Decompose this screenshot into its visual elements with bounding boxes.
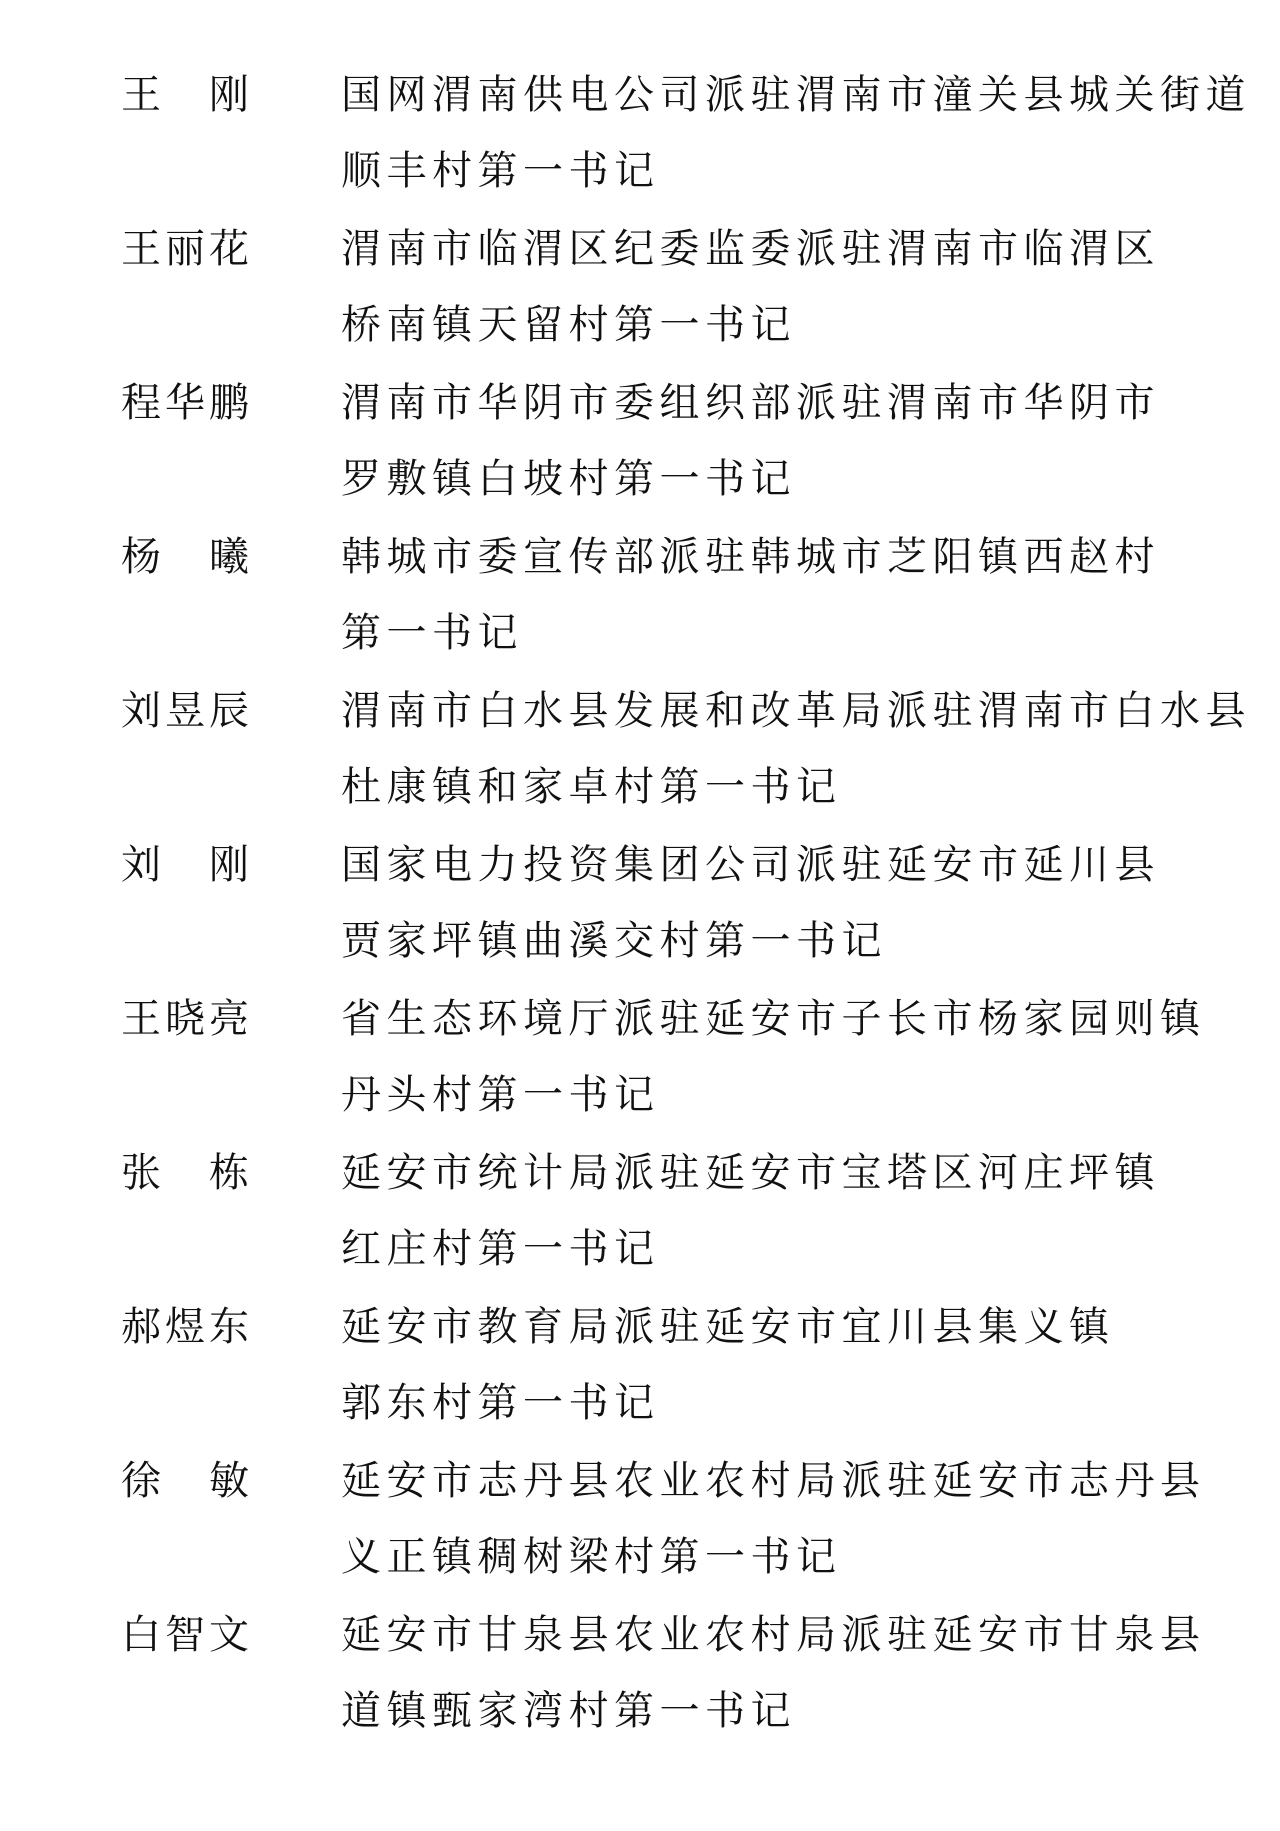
list-item — [0, 211, 1280, 367]
position-line-1: 国网渭南供电公司派驻渭南市潼关县城关街道 — [341, 72, 1251, 118]
position-line-1: 渭南市白水县发展和改革局派驻渭南市白水县 — [341, 688, 1251, 734]
position-line-2: 罗敷镇白坡村第一书记 — [341, 456, 796, 502]
position-line-1: 渭南市临渭区纪委监委派驻渭南市临渭区 — [341, 226, 1160, 272]
position-line-2: 顺丰村第一书记 — [341, 148, 660, 194]
position-line-1: 渭南市华阴市委组织部派驻渭南市华阴市 — [341, 380, 1160, 426]
position-line-2: 红庄村第一书记 — [341, 1226, 660, 1272]
list-item — [0, 519, 1280, 675]
list-item — [0, 1289, 1280, 1445]
position-line-2: 贾家坪镇曲溪交村第一书记 — [341, 918, 887, 964]
position-line-2: 道镇甄家湾村第一书记 — [341, 1688, 796, 1734]
list-item — [0, 1597, 1280, 1753]
person-name: 白智文 — [121, 1612, 251, 1658]
position-line-2: 郭东村第一书记 — [341, 1380, 660, 1426]
person-name: 刘昱辰 — [121, 688, 251, 734]
list-item — [0, 365, 1280, 521]
person-name: 郝煜东 — [121, 1304, 251, 1350]
position-line-2: 义正镇稠树梁村第一书记 — [341, 1534, 842, 1580]
person-name: 王晓亮 — [121, 996, 251, 1042]
person-name: 王丽花 — [121, 226, 251, 272]
person-name: 刘 刚 — [121, 842, 251, 888]
list-item — [0, 1443, 1280, 1599]
position-line-2: 桥南镇天留村第一书记 — [341, 302, 796, 348]
list-item — [0, 981, 1280, 1137]
position-line-1: 延安市统计局派驻延安市宝塔区河庄坪镇 — [341, 1150, 1160, 1196]
position-line-1: 延安市教育局派驻延安市宜川县集义镇 — [341, 1304, 1115, 1350]
person-name: 程华鹏 — [121, 380, 251, 426]
position-line-1: 国家电力投资集团公司派驻延安市延川县 — [341, 842, 1160, 888]
list-item — [0, 673, 1280, 829]
list-item — [0, 57, 1280, 213]
position-line-2: 杜康镇和家卓村第一书记 — [341, 764, 842, 810]
person-name: 徐 敏 — [121, 1458, 251, 1504]
position-line-2: 第一书记 — [341, 610, 523, 656]
position-line-1: 省生态环境厅派驻延安市子长市杨家园则镇 — [341, 996, 1206, 1042]
list-item — [0, 1135, 1280, 1291]
position-line-1: 延安市志丹县农业农村局派驻延安市志丹县 — [341, 1458, 1206, 1504]
person-name: 王 刚 — [121, 72, 251, 118]
person-name: 张 栋 — [121, 1150, 251, 1196]
position-line-2: 丹头村第一书记 — [341, 1072, 660, 1118]
list-item — [0, 827, 1280, 983]
person-name: 杨 曦 — [121, 534, 251, 580]
position-line-1: 延安市甘泉县农业农村局派驻延安市甘泉县 — [341, 1612, 1206, 1658]
position-line-1: 韩城市委宣传部派驻韩城市芝阳镇西赵村 — [341, 534, 1160, 580]
